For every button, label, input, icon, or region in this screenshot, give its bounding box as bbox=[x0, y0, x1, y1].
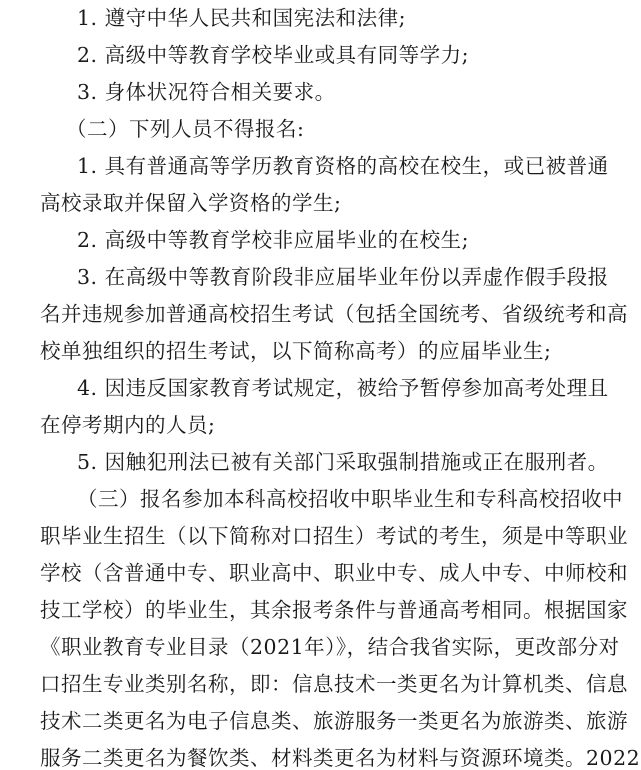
paragraph-line: 职毕业生招生（以下简称对口招生）考试的考生，须是中等职业 bbox=[40, 524, 628, 548]
section-heading: （二）下列人员不得报名: bbox=[66, 117, 305, 141]
list-item-continuation: 在停考期内的人员; bbox=[40, 413, 216, 437]
list-item: 1. 遵守中华人民共和国宪法和法律; bbox=[77, 6, 406, 30]
paragraph-line: 技术二类更名为电子信息类、旅游服务一类更名为旅游类、旅游 bbox=[40, 709, 628, 733]
list-item: 2. 高级中等教育学校毕业或具有同等学力; bbox=[77, 43, 469, 67]
list-item: 5. 因触犯刑法已被有关部门采取强制措施或正在服刑者。 bbox=[77, 450, 609, 474]
paragraph-line: 服务二类更名为餐饮类、材料类更名为材料与资源环境类。2022 bbox=[40, 746, 641, 770]
list-item-continuation: 校单独组织的招生考试，以下简称高考）的应届毕业生; bbox=[40, 339, 552, 363]
list-item-continuation: 名并违规参加普通高校招生考试（包括全国统考、省级统考和高 bbox=[40, 302, 628, 326]
list-item: 3. 身体状况符合相关要求。 bbox=[77, 80, 336, 104]
list-item: 2. 高级中等教育学校非应届毕业的在校生; bbox=[77, 228, 469, 252]
paragraph-line: 学校（含普通中专、职业高中、职业中专、成人中专、中师校和 bbox=[40, 561, 628, 585]
list-item: 4. 因违反国家教育考试规定，被给予暂停参加高考处理且 bbox=[77, 376, 609, 400]
list-item-continuation: 高校录取并保留入学资格的学生; bbox=[40, 191, 342, 215]
paragraph-line: 《职业教育专业目录（2021年）》，结合我省实际，更改部分对 bbox=[40, 635, 620, 659]
paragraph-line: 技工学校）的毕业生，其余报考条件与普通高考相同。根据国家 bbox=[40, 598, 628, 622]
paragraph-line: 口招生专业类别名称，即：信息技术一类更名为计算机类、信息 bbox=[40, 672, 628, 696]
paragraph-line: （三）报名参加本科高校招收中职毕业生和专科高校招收中 bbox=[77, 487, 623, 511]
list-item: 3. 在高级中等教育阶段非应届毕业年份以弄虚作假手段报 bbox=[77, 265, 609, 289]
list-item: 1. 具有普通高等学历教育资格的高校在校生，或已被普通 bbox=[77, 154, 609, 178]
